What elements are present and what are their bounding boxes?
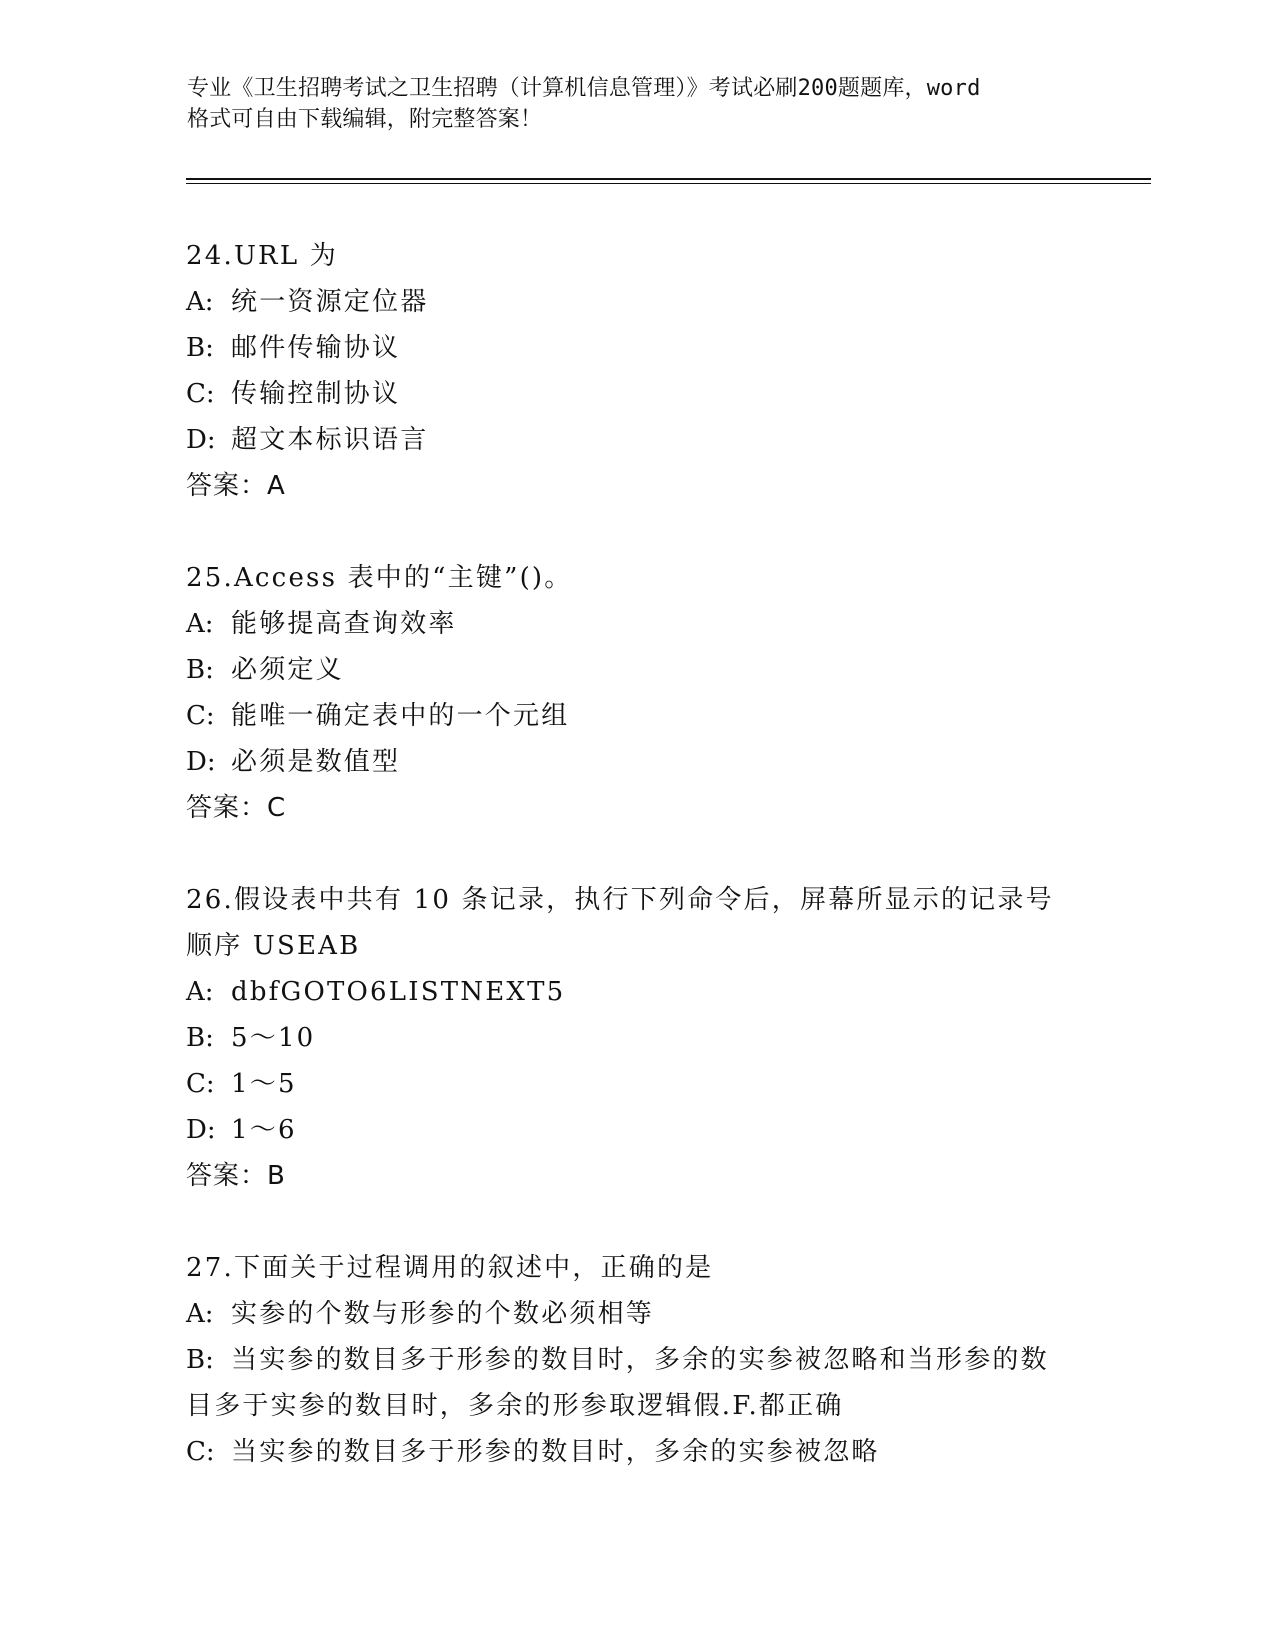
option-key: C: [186,379,215,409]
option-key: B: [186,333,214,363]
option-text: 超文本标识语言 [231,425,429,455]
question-stem: 27.下面关于过程调用的叙述中，正确的是 [186,1253,714,1283]
option-a [186,601,1086,647]
option-c [186,1429,1086,1475]
option-d [186,417,1086,463]
option-text: 统一资源定位器 [231,287,429,317]
answer-line: 答案：A [186,471,286,501]
header-title-line-2: 格式可自由下载编辑，附完整答案！ [187,107,543,132]
answer-line: 答案：C [186,793,287,823]
option-text: 5～10 [231,1023,316,1053]
option-text: 实参的个数与形参的个数必须相等 [231,1299,655,1329]
header-title-line-1: 专业《卫生招聘考试之卫生招聘（计算机信息管理）》考试必刷200题题库，word [187,76,981,101]
option-text: 必须是数值型 [231,747,401,777]
option-key: D: [186,1115,216,1145]
option-text: 当实参的数目多于形参的数目时，多余的实参被忽略 [231,1437,880,1467]
option-key: B: [186,655,214,685]
option-d [186,739,1086,785]
question-list [186,233,1086,1521]
question-25 [186,555,1086,831]
option-b [186,1015,1086,1061]
option-key: B: [186,1023,214,1053]
option-key: A: [186,1299,214,1329]
option-key: A: [186,609,214,639]
option-a [186,1291,1086,1337]
option-b [186,1337,1086,1383]
option-d [186,1107,1086,1153]
option-text: 当实参的数目多于形参的数目时，多余的实参被忽略和当形参的数 [231,1345,1049,1375]
option-text: 1～5 [231,1069,297,1099]
question-24 [186,233,1086,509]
option-key: B: [186,1345,214,1375]
question-26 [186,877,1086,1199]
option-b [186,325,1086,371]
option-text: 必须定义 [231,655,344,685]
option-text: 能够提高查询效率 [231,609,457,639]
option-a [186,969,1086,1015]
option-b-continued: 目多于实参的数目时，多余的形参取逻辑假.F.都正确 [186,1391,844,1421]
question-27 [186,1245,1086,1475]
option-text: 能唯一确定表中的一个元组 [231,701,570,731]
question-stem: 24.URL 为 [186,241,338,271]
option-key: C: [186,701,215,731]
answer-line: 答案：B [186,1161,286,1191]
option-c [186,693,1086,739]
option-key: D: [186,425,216,455]
option-key: C: [186,1069,215,1099]
option-text: dbfGOTO6LISTNEXT5 [231,977,566,1007]
option-text: 邮件传输协议 [231,333,401,363]
header-divider-thin [186,183,1151,184]
document-header [187,73,1097,135]
question-stem: 25.Access 表中的“主键”()。 [186,563,573,593]
option-text: 1～6 [231,1115,297,1145]
question-stem-continued: 顺序 USEAB [186,931,361,961]
option-key: A: [186,287,214,317]
option-c [186,371,1086,417]
question-stem: 26.假设表中共有 10 条记录，执行下列命令后，屏幕所显示的记录号 [186,885,1054,915]
option-text: 传输控制协议 [231,379,401,409]
option-key: A: [186,977,214,1007]
header-divider-thick [186,178,1151,180]
option-a [186,279,1086,325]
option-key: C: [186,1437,215,1467]
option-c [186,1061,1086,1107]
option-b [186,647,1086,693]
option-key: D: [186,747,216,777]
